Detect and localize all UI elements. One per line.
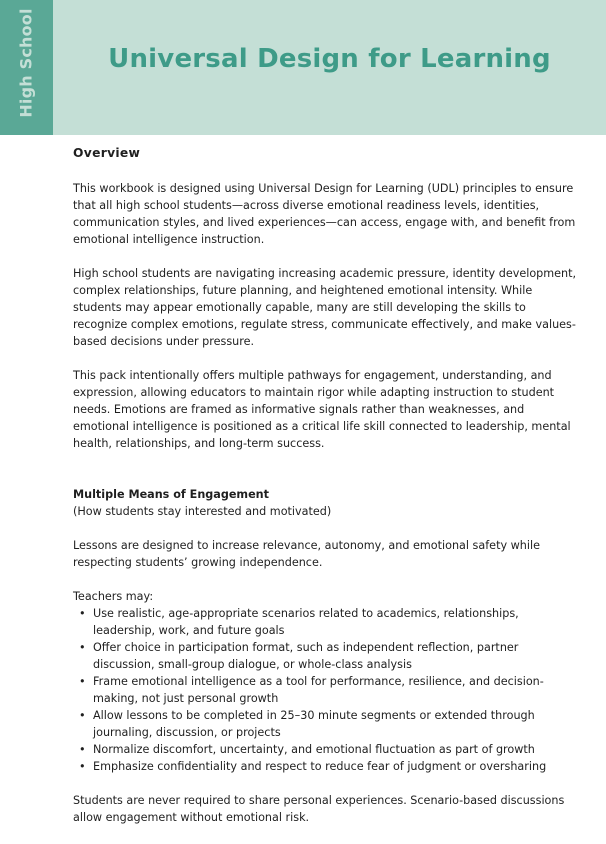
overview-paragraph-2: High school students are navigating increasing academic pressure, identity development, complex relationships, future planning, and heightened emotional intensity. While students may appear emotionally capable, many are still developing the skills to recognize complex emotions, regulate stress, communicate effectively, and make values-based decisions under pressure.: [73, 267, 577, 348]
bullet-icon: •: [79, 607, 86, 620]
bullet-icon: •: [79, 743, 86, 756]
bullet-icon: •: [79, 675, 86, 688]
overview-paragraph-3: This pack intentionally offers multiple pathways for engagement, understanding, and expression, allowing educators to maintain rigor while adapting instruction to student needs. Emotions are framed as informative signals rather than weaknesses, and emotional intelligence is positioned as a critical life skill connected to leadership, mental health, relationships, and long-term success.: [73, 369, 571, 450]
list-item: [79, 741, 583, 758]
list-item-text: Allow lessons to be completed in 25–30 minute segments or extended through journaling, discussion, or projects: [93, 709, 535, 739]
bullet-icon: •: [79, 641, 86, 654]
list-item-text: Normalize discomfort, uncertainty, and emotional fluctuation as part of growth: [93, 743, 535, 756]
list-item-text: Emphasize confidentiality and respect to reduce fear of judgment or oversharing: [93, 760, 547, 773]
list-item-text: Use realistic, age-appropriate scenarios related to academics, relationships, leadership, work, and future goals: [93, 607, 519, 637]
document-body: [73, 145, 583, 826]
engagement-bullet-list: [73, 605, 583, 775]
list-item: [79, 673, 583, 707]
list-item: [79, 605, 583, 639]
overview-paragraph-1: This workbook is designed using Universal Design for Learning (UDL) principles to ensure that all high school students—across diverse emotional readiness levels, identities, communication styles, and lived experiences—can access, engage with, and benefit from emotional intelligence instruction.: [73, 182, 576, 246]
engagement-closing: Students are never required to share personal experiences. Scenario-based discussions allow engagement without emotional risk.: [73, 794, 565, 824]
page-title: Universal Design for Learning: [108, 44, 551, 74]
list-item: [79, 758, 583, 775]
grade-level-label: High School: [16, 8, 36, 118]
engagement-heading: Multiple Means of Engagement: [73, 488, 269, 501]
list-item-text: Frame emotional intelligence as a tool for performance, resilience, and decision-making, not just personal growth: [93, 675, 544, 705]
overview-heading: Overview: [73, 146, 141, 160]
teachers-lead: Teachers may:: [73, 590, 154, 603]
bullet-icon: •: [79, 709, 86, 722]
bullet-icon: •: [79, 760, 86, 773]
engagement-intro: Lessons are designed to increase relevance, autonomy, and emotional safety while respecting students’ growing independence.: [73, 539, 540, 569]
list-item: [79, 707, 583, 741]
grade-level-tab: [0, 0, 53, 135]
list-item: [79, 639, 583, 673]
list-item-text: Offer choice in participation format, such as independent reflection, partner discussion, small-group dialogue, or whole-class analysis: [93, 641, 519, 671]
engagement-subtitle: (How students stay interested and motivated): [73, 505, 332, 518]
